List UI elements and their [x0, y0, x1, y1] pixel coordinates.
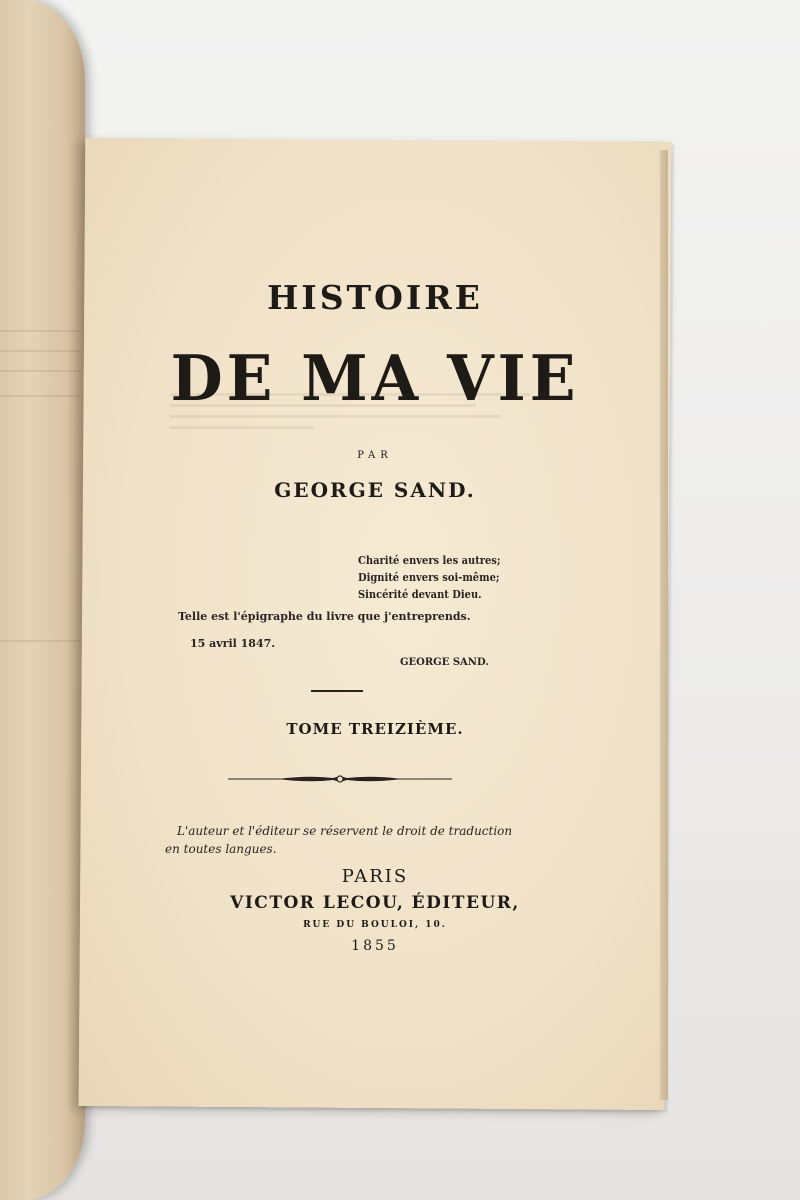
volume-label: TOME TREIZIÈME. [286, 720, 464, 738]
epigraph-line: Dignité envers soi-même; [358, 571, 500, 584]
epigraph-signature: GEORGE SAND. [400, 657, 489, 668]
facing-page-text-bleed [0, 350, 80, 352]
title-line-2: DE MA VIE [170, 342, 580, 416]
publisher-name: VICTOR LECOU, ÉDITEUR, [230, 893, 520, 913]
epigraph-date: 15 avril 1847. [190, 637, 276, 650]
epigraph-line: Charité envers les autres; [358, 554, 501, 567]
rights-notice: L'auteur et l'éditeur se réservent le droit de traduction en toutes langues. [165, 824, 513, 856]
facing-page-text-bleed [0, 370, 80, 372]
divider-rule [311, 690, 363, 692]
facing-page-text-bleed [0, 330, 80, 332]
title-line-1: HISTOIRE [267, 278, 483, 317]
epigraph-note: Telle est l'épigraphe du livre que j'entreprends. [178, 610, 471, 623]
ornamental-rule [228, 770, 452, 788]
by-label: PAR [357, 450, 393, 461]
epigraph-line: Sincérité devant Dieu. [358, 588, 482, 601]
facing-page-text-bleed [0, 640, 80, 642]
imprint-city: PARIS [341, 866, 409, 887]
facing-page [0, 0, 85, 1200]
publication-year: 1855 [351, 938, 399, 954]
facing-page-text-bleed [0, 395, 80, 397]
publisher-address: RUE DU BOULOI, 10. [303, 920, 447, 930]
author-name: GEORGE SAND. [274, 478, 476, 502]
